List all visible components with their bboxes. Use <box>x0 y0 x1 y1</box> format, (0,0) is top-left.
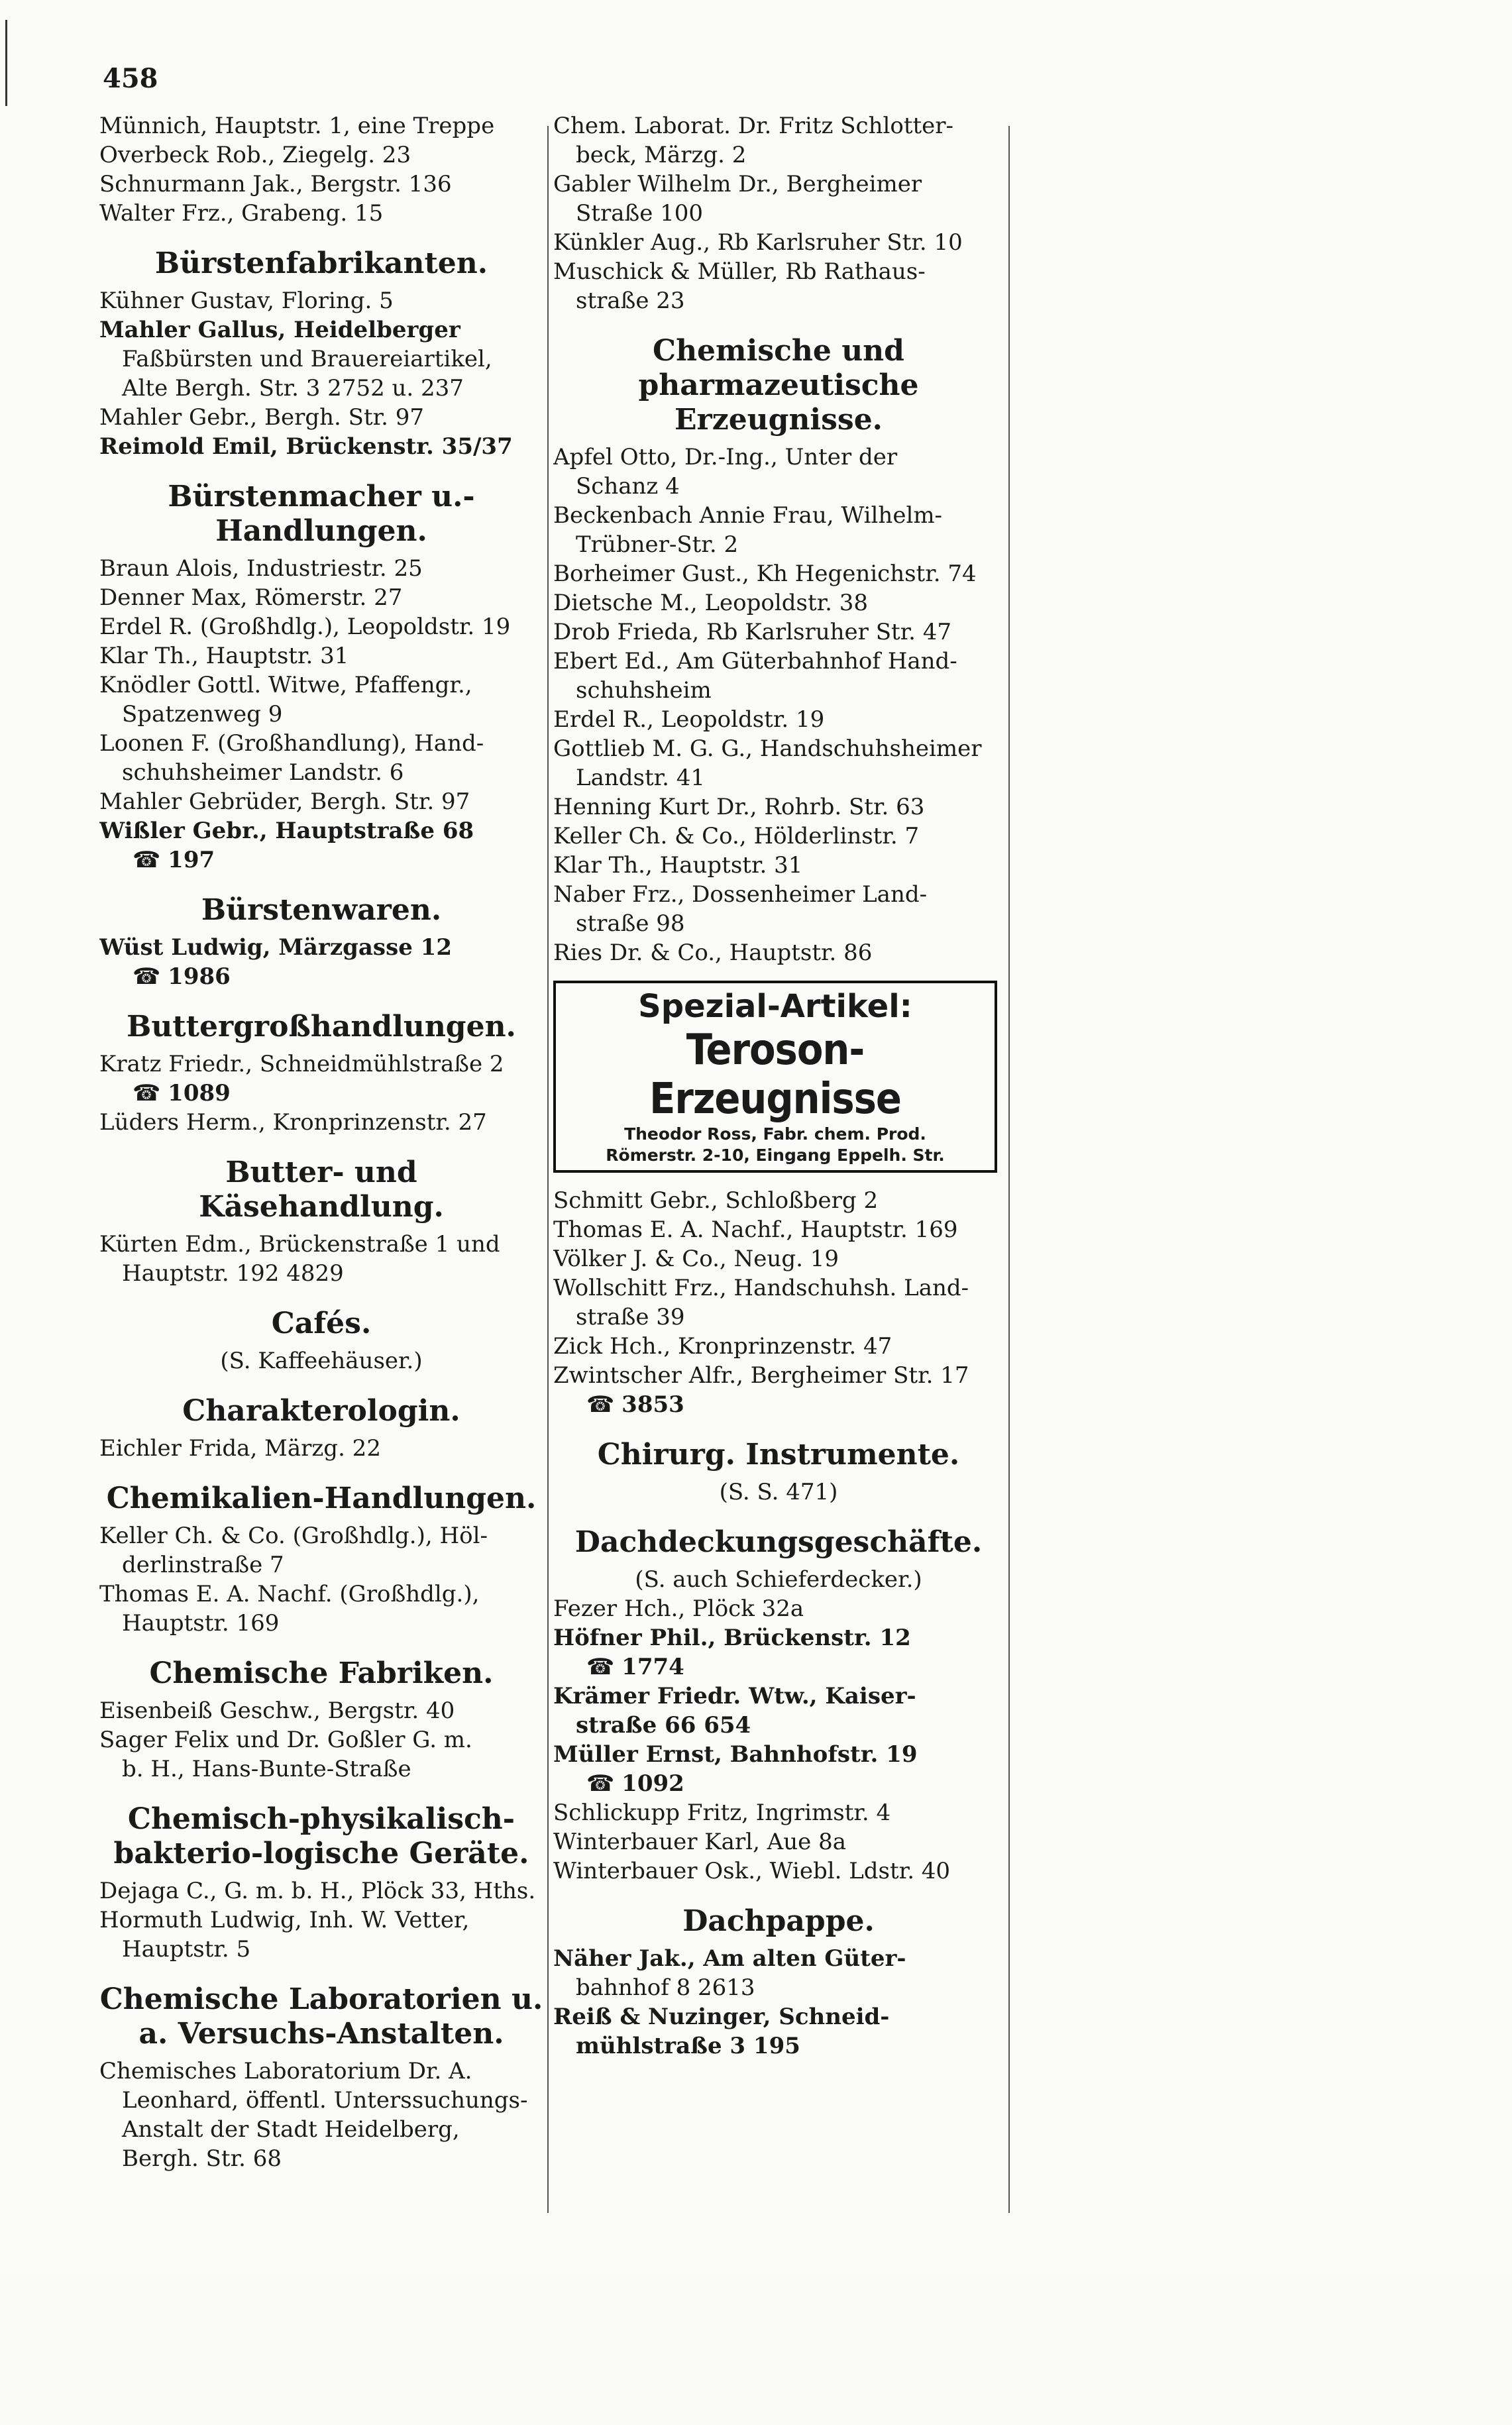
directory-entry: Winterbauer Karl, Aue 8a <box>553 1829 846 1855</box>
directory-entry: Kühner Gustav, Floring. 5 <box>99 288 394 314</box>
directory-entry: Landstr. 41 <box>576 765 706 791</box>
phone-number: ☎ 197 <box>99 845 543 875</box>
directory-entry: Reimold Emil, Brückenstr. 35/37 <box>99 433 513 460</box>
section-heading: Charakterologin. <box>182 1394 460 1428</box>
directory-entry: Mahler Gebr., Bergh. Str. 97 <box>99 404 425 431</box>
section-heading: Chemische Fabriken. <box>149 1656 494 1690</box>
directory-entry: Müller Ernst, Bahnhofstr. 19 <box>553 1741 918 1768</box>
section-heading: Dachpappe. <box>682 1904 875 1938</box>
section-heading: Chemisch-physikalisch-bakterio-logische Geräte. <box>113 1802 529 1870</box>
column-1 <box>99 111 543 2173</box>
directory-entry: Thomas E. A. Nachf. (Großhdlg.), <box>99 1581 480 1607</box>
page-edge-mark <box>5 20 7 106</box>
directory-entry: Drob Frieda, Rb Karlsruher Str. 47 <box>553 619 952 645</box>
section-heading: Chemikalien-Handlungen. <box>106 1482 537 1515</box>
advertisement-line4: Römerstr. 2-10, Eingang Eppelh. Str. <box>606 1146 945 1165</box>
directory-entry: Keller Ch. & Co., Hölderlinstr. 7 <box>553 823 920 849</box>
directory-entry: Erdel R. (Großhdlg.), Leopoldstr. 19 <box>99 614 511 640</box>
directory-entry: mühlstraße 3 195 <box>576 2033 800 2059</box>
directory-entry: Wißler Gebr., Hauptstraße 68 <box>99 818 474 844</box>
advertisement-line2: Teroson-Erzeugnisse <box>649 1026 901 1124</box>
directory-entry: Hauptstr. 192 4829 <box>122 1260 344 1287</box>
directory-entry: Reiß & Nuzinger, Schneid- <box>553 2004 890 2030</box>
directory-entry: Trübner-Str. 2 <box>576 531 739 558</box>
section-heading: Buttergroßhandlungen. <box>127 1010 516 1044</box>
directory-entry: Krämer Friedr. Wtw., Kaiser- <box>553 1683 916 1709</box>
directory-entry: Faßbürsten und Brauereiartikel, <box>122 346 492 372</box>
directory-entry: Knödler Gottl. Witwe, Pfaffengr., <box>99 672 472 698</box>
directory-entry: Höfner Phil., Brückenstr. 12 <box>553 1625 911 1651</box>
directory-entry: Wollschitt Frz., Handschuhsh. Land- <box>553 1275 969 1301</box>
directory-entry: Künkler Aug., Rb Karlsruher Str. 10 <box>553 229 963 256</box>
directory-entry: Hormuth Ludwig, Inh. W. Vetter, <box>99 1907 470 1933</box>
phone-number: ☎ 1986 <box>99 962 543 991</box>
directory-entry: Walter Frz., Grabeng. 15 <box>99 200 384 227</box>
directory-entry: Borheimer Gust., Kh Hegenichstr. 74 <box>553 561 977 587</box>
directory-entry: Denner Max, Römerstr. 27 <box>99 584 403 611</box>
directory-entry: Braun Alois, Industriestr. 25 <box>99 555 423 582</box>
directory-entry: Chem. Laborat. Dr. Fritz Schlotter- <box>553 113 954 139</box>
phone-number: ☎ 1774 <box>553 1652 1004 1682</box>
directory-entry: Winterbauer Osk., Wiebl. Ldstr. 40 <box>553 1858 951 1884</box>
directory-entry: Thomas E. A. Nachf., Hauptstr. 169 <box>553 1216 958 1243</box>
directory-entry: Leonhard, öffentl. Unterssuchungs- <box>122 2087 528 2114</box>
phone-number: ☎ 1092 <box>553 1769 1004 1798</box>
directory-entry: Schanz 4 <box>576 473 680 500</box>
directory-entry: Ebert Ed., Am Güterbahnhof Hand- <box>553 648 957 674</box>
directory-entry: Mahler Gebrüder, Bergh. Str. 97 <box>99 788 470 815</box>
phone-number: ☎ 3853 <box>553 1390 1004 1419</box>
directory-entry: Schnurmann Jak., Bergstr. 136 <box>99 171 452 197</box>
directory-entry: Lüders Herm., Kronprinzenstr. 27 <box>99 1109 487 1136</box>
directory-entry: derlinstraße 7 <box>122 1552 284 1578</box>
directory-entry: Dietsche M., Leopoldstr. 38 <box>553 590 869 616</box>
directory-entry: Hauptstr. 5 <box>122 1936 251 1963</box>
directory-entry: straße 98 <box>576 910 685 937</box>
directory-entry: straße 39 <box>576 1304 685 1330</box>
section-heading: Butter- und Käsehandlung. <box>199 1156 444 1224</box>
directory-entry: schuhsheimer Landstr. 6 <box>122 759 404 786</box>
section-heading: Bürstenwaren. <box>201 893 442 927</box>
directory-entry: Eisenbeiß Geschw., Bergstr. 40 <box>99 1698 455 1724</box>
section-heading: Chirurg. Instrumente. <box>597 1438 960 1472</box>
directory-entry: Dejaga C., G. m. b. H., Plöck 33, Hths. <box>99 1878 536 1904</box>
directory-entry: Eichler Frida, Märzg. 22 <box>99 1435 381 1462</box>
section-heading: Dachdeckungsgeschäfte. <box>574 1525 983 1559</box>
directory-entry: beck, Märzg. 2 <box>576 142 747 168</box>
directory-entry: Spatzenweg 9 <box>122 701 283 728</box>
directory-entry: Kratz Friedr., Schneidmühlstraße 2 <box>99 1051 504 1077</box>
directory-entry: Mahler Gallus, Heidelberger <box>99 317 460 343</box>
phone-number: ☎ 1089 <box>99 1079 543 1108</box>
directory-entry: Apfel Otto, Dr.-Ing., Unter der <box>553 444 898 470</box>
directory-entry: Hauptstr. 169 <box>122 1610 280 1637</box>
section-heading: Chemische und pharmazeutische Erzeugnisse. <box>638 334 919 437</box>
directory-entry: Näher Jak., Am alten Güter- <box>553 1945 906 1972</box>
directory-entry: b. H., Hans-Bunte-Straße <box>122 1756 411 1782</box>
directory-entry: Zwintscher Alfr., Bergheimer Str. 17 <box>553 1362 969 1389</box>
advertisement-line3: Theodor Ross, Fabr. chem. Prod. <box>624 1124 926 1144</box>
page-number: 458 <box>103 63 158 94</box>
directory-entry: Loonen F. (Großhandlung), Hand- <box>99 730 484 757</box>
directory-entry: bahnhof 8 2613 <box>576 1974 755 2001</box>
directory-entry: Naber Frz., Dossenheimer Land- <box>553 881 928 908</box>
directory-entry: Beckenbach Annie Frau, Wilhelm- <box>553 502 943 529</box>
advertisement <box>553 981 997 1173</box>
directory-entry: Schlickupp Fritz, Ingrimstr. 4 <box>553 1800 891 1826</box>
directory-entry: straße 66 654 <box>576 1712 751 1739</box>
directory-entry: Chemisches Laboratorium Dr. A. <box>99 2058 472 2084</box>
directory-entry: Overbeck Rob., Ziegelg. 23 <box>99 142 411 168</box>
section-heading: Cafés. <box>271 1307 372 1340</box>
directory-entry: Bergh. Str. 68 <box>122 2145 282 2172</box>
column-rule-1 <box>547 126 549 2213</box>
section-heading: Bürstenmacher u.-Handlungen. <box>168 480 475 548</box>
column-2 <box>553 111 1004 2061</box>
cross-reference: (S. Kaffeehäuser.) <box>220 1348 423 1374</box>
directory-entry: Wüst Ludwig, Märzgasse 12 <box>99 934 452 961</box>
directory-entry: schuhsheim <box>576 677 712 704</box>
directory-entry: Muschick & Müller, Rb Rathaus- <box>553 258 926 285</box>
cross-reference: (S. S. 471) <box>719 1479 838 1505</box>
directory-entry: Fezer Hch., Plöck 32a <box>553 1595 804 1622</box>
directory-entry: Anstalt der Stadt Heidelberg, <box>122 2116 460 2143</box>
directory-entry: Zick Hch., Kronprinzenstr. 47 <box>553 1333 892 1360</box>
directory-entry: Kürten Edm., Brückenstraße 1 und <box>99 1231 500 1258</box>
directory-entry: Keller Ch. & Co. (Großhdlg.), Höl- <box>99 1523 488 1549</box>
directory-entry: Gottlieb M. G. G., Handschuhsheimer <box>553 735 982 762</box>
directory-entry: Klar Th., Hauptstr. 31 <box>99 643 349 669</box>
directory-entry: Völker J. & Co., Neug. 19 <box>553 1246 839 1272</box>
directory-entry: Münnich, Hauptstr. 1, eine Treppe <box>99 113 495 139</box>
column-rule-2 <box>1008 126 1010 2213</box>
section-heading: Bürstenfabrikanten. <box>154 246 488 280</box>
directory-entry: Sager Felix und Dr. Goßler G. m. <box>99 1727 472 1753</box>
directory-entry: straße 23 <box>576 288 685 314</box>
directory-entry: Schmitt Gebr., Schloßberg 2 <box>553 1187 879 1214</box>
directory-entry: Gabler Wilhelm Dr., Bergheimer <box>553 171 922 197</box>
directory-entry: Erdel R., Leopoldstr. 19 <box>553 706 825 733</box>
directory-entry: Straße 100 <box>576 200 704 227</box>
directory-entry: Ries Dr. & Co., Hauptstr. 86 <box>553 940 873 966</box>
directory-entry: Henning Kurt Dr., Rohrb. Str. 63 <box>553 794 925 820</box>
section-heading: Chemische Laboratorien u. a. Versuchs-Anstalten. <box>99 1982 543 2051</box>
advertisement-line1: Spezial-Artikel: <box>638 988 912 1025</box>
directory-entry: Klar Th., Hauptstr. 31 <box>553 852 803 879</box>
cross-reference: (S. auch Schieferdecker.) <box>635 1566 922 1593</box>
directory-entry: Alte Bergh. Str. 3 2752 u. 237 <box>122 375 464 402</box>
